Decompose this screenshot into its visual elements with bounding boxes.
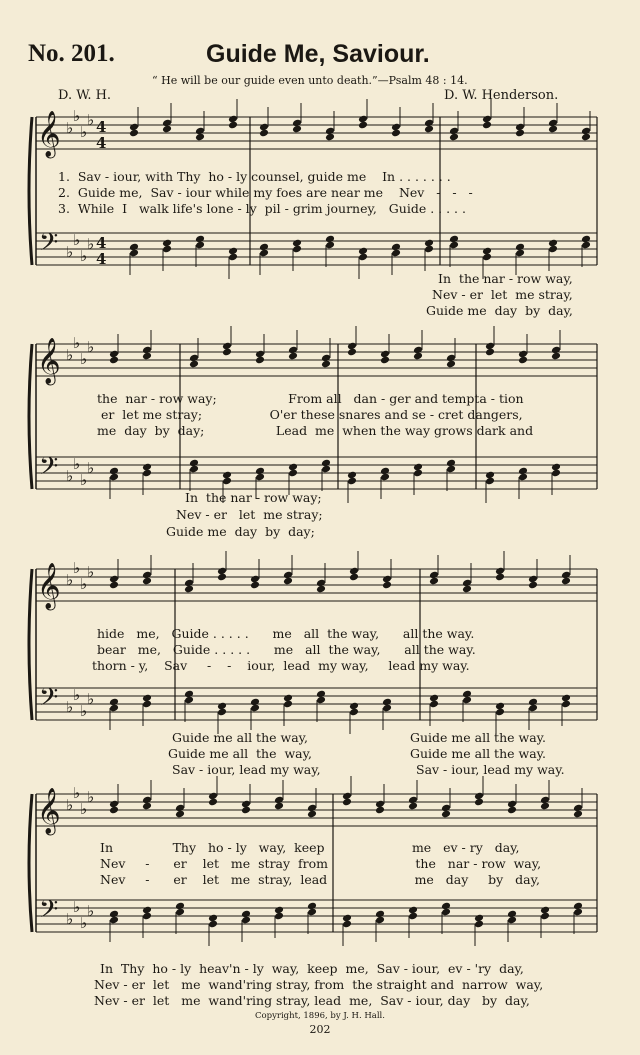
flat-sign: ♭ bbox=[66, 346, 74, 364]
flat-sign: ♭ bbox=[73, 686, 81, 704]
note-head bbox=[528, 698, 538, 707]
verse-2-line-system-1: 2. Guide me, Sav - iour while my foes are near me Nev - - - bbox=[58, 185, 473, 200]
time-signature-top: 4 bbox=[96, 234, 107, 252]
bass-clef: 𝄢 bbox=[39, 228, 59, 263]
flat-sign: ♭ bbox=[66, 119, 74, 137]
bass-lyric-left-3-system-3: Sav - iour, lead my way, bbox=[172, 762, 321, 777]
note-head bbox=[462, 690, 472, 699]
note-head bbox=[482, 247, 492, 256]
note-head bbox=[382, 698, 392, 707]
flat-sign: ♭ bbox=[87, 235, 95, 253]
flat-sign: ♭ bbox=[66, 571, 74, 589]
bass-lyric-left-2-system-3: Guide me all the way, bbox=[168, 746, 312, 761]
treble-clef: 𝄞 bbox=[37, 111, 61, 157]
bass-lyric-1-system-4: In Thy ho - ly heav'n - ly way, keep me, Sav - iour, ev - 'ry day, bbox=[100, 961, 524, 976]
system-brace bbox=[29, 344, 32, 489]
note-head bbox=[441, 902, 451, 911]
note-head bbox=[325, 235, 335, 244]
flat-sign: ♭ bbox=[80, 247, 88, 265]
note-head bbox=[255, 467, 265, 476]
flat-sign: ♭ bbox=[87, 563, 95, 581]
note-head bbox=[274, 906, 284, 915]
note-head bbox=[175, 902, 185, 911]
note-head bbox=[321, 459, 331, 468]
bass-lyric-2-system-1: Nev - er let me stray, bbox=[432, 287, 573, 302]
flat-sign: ♭ bbox=[66, 243, 74, 261]
bass-clef: 𝄢 bbox=[39, 452, 59, 487]
flat-sign: ♭ bbox=[87, 902, 95, 920]
system-brace bbox=[29, 117, 32, 265]
flat-sign: ♭ bbox=[73, 334, 81, 352]
note-head bbox=[109, 467, 119, 476]
flat-sign: ♭ bbox=[73, 107, 81, 125]
flat-sign: ♭ bbox=[80, 914, 88, 932]
bass-lyric-1-system-1: In the nar - row way, bbox=[438, 271, 573, 286]
note-head bbox=[548, 239, 558, 248]
flat-sign: ♭ bbox=[80, 702, 88, 720]
system-brace bbox=[29, 794, 32, 932]
treble-clef: 𝄞 bbox=[37, 338, 61, 384]
page-number: 202 bbox=[309, 1023, 331, 1036]
note-head bbox=[109, 698, 119, 707]
hymn-number: No. 201. bbox=[28, 40, 115, 67]
note-head bbox=[474, 914, 484, 923]
note-head bbox=[391, 243, 401, 252]
note-head bbox=[518, 467, 528, 476]
note-head bbox=[162, 239, 172, 248]
verse-1-line-system-4: In Thy ho - ly way, keep me ev - ry day, bbox=[100, 840, 520, 855]
flat-sign: ♭ bbox=[73, 455, 81, 473]
flat-sign: ♭ bbox=[80, 575, 88, 593]
flat-sign: ♭ bbox=[73, 559, 81, 577]
note-head bbox=[507, 910, 517, 919]
flat-sign: ♭ bbox=[66, 910, 74, 928]
treble-clef: 𝄞 bbox=[37, 788, 61, 834]
verse-1-line-system-2: the nar - row way; From all dan - ger and tempta - tion bbox=[97, 391, 524, 406]
note-head bbox=[429, 694, 439, 703]
note-head bbox=[307, 902, 317, 911]
music-composer: D. W. Henderson. bbox=[444, 88, 559, 103]
time-signature-top: 4 bbox=[96, 118, 107, 136]
flat-sign: ♭ bbox=[87, 788, 95, 806]
note-head bbox=[561, 694, 571, 703]
note-head bbox=[189, 459, 199, 468]
verse-3-line-system-4: Nev - er let me stray, lead me day by day, bbox=[100, 872, 540, 887]
verse-2-line-system-4: Nev - er let me stray from the nar - row way, bbox=[100, 856, 542, 871]
words-author: D. W. H. bbox=[58, 88, 112, 103]
bass-lyric-3-system-4: Nev - er let me wand'ring stray, lead me, Sav - iour, day by day, bbox=[94, 993, 530, 1008]
note-head bbox=[375, 910, 385, 919]
bass-lyric-right-3-system-3: Sav - iour, lead my way. bbox=[416, 762, 565, 777]
note-head bbox=[288, 463, 298, 472]
verse-3-line-system-1: 3. While I walk life's lone - ly pil - grim journey, Guide . . . . . bbox=[58, 201, 466, 216]
bass-lyric-2-system-4: Nev - er let me wand'ring stray, from the straight and narrow way, bbox=[94, 977, 544, 992]
bass-lyric-right-1-system-3: Guide me all the way. bbox=[410, 730, 547, 745]
note-head bbox=[485, 471, 495, 480]
note-head bbox=[208, 914, 218, 923]
hymn-title: Guide Me, Saviour. bbox=[206, 40, 430, 68]
copyright-notice: Copyright, 1896, by J. H. Hall. bbox=[255, 1011, 385, 1021]
time-signature-bottom: 4 bbox=[96, 250, 107, 268]
flat-sign: ♭ bbox=[80, 471, 88, 489]
flat-sign: ♭ bbox=[87, 459, 95, 477]
note-head bbox=[316, 690, 326, 699]
note-head bbox=[540, 906, 550, 915]
verse-3-line-system-2: me day by day; Lead me when the way grows dark and bbox=[97, 423, 534, 438]
bass-clef: 𝄢 bbox=[39, 895, 59, 930]
note-head bbox=[142, 906, 152, 915]
bass-clef: 𝄢 bbox=[39, 683, 59, 718]
note-head bbox=[495, 702, 505, 711]
note-head bbox=[413, 463, 423, 472]
flat-sign: ♭ bbox=[80, 800, 88, 818]
note-head bbox=[250, 698, 260, 707]
note-head bbox=[347, 471, 357, 480]
note-head bbox=[424, 239, 434, 248]
note-head bbox=[408, 906, 418, 915]
flat-sign: ♭ bbox=[87, 690, 95, 708]
note-head bbox=[222, 471, 232, 480]
verse-1-line-system-1: 1. Sav - iour, with Thy ho - ly counsel, guide me In . . . . . . . bbox=[58, 169, 451, 184]
verse-3-line-system-3: thorn - y, Sav - - iour, lead my way, lead my way. bbox=[92, 658, 470, 673]
note-head bbox=[259, 243, 269, 252]
treble-clef: 𝄞 bbox=[37, 563, 61, 609]
note-head bbox=[342, 914, 352, 923]
bass-lyric-3-system-1: Guide me day by day, bbox=[426, 303, 573, 318]
scripture-epigraph: “ He will be our guide even unto death.”—Psalm 48 : 14. bbox=[152, 74, 468, 87]
note-head bbox=[142, 463, 152, 472]
flat-sign: ♭ bbox=[80, 350, 88, 368]
flat-sign: ♭ bbox=[73, 784, 81, 802]
note-head bbox=[217, 702, 227, 711]
note-head bbox=[195, 235, 205, 244]
verse-1-line-system-3: hide me, Guide . . . . . me all the way, all the way. bbox=[97, 626, 475, 641]
note-head bbox=[184, 690, 194, 699]
note-head bbox=[515, 243, 525, 252]
bass-lyric-right-2-system-3: Guide me all the way. bbox=[410, 746, 547, 761]
flat-sign: ♭ bbox=[66, 796, 74, 814]
flat-sign: ♭ bbox=[73, 231, 81, 249]
flat-sign: ♭ bbox=[73, 898, 81, 916]
bass-lyric-left-1-system-3: Guide me all the way, bbox=[172, 730, 309, 745]
note-head bbox=[228, 247, 238, 256]
note-head bbox=[551, 463, 561, 472]
note-head bbox=[241, 910, 251, 919]
flat-sign: ♭ bbox=[87, 111, 95, 129]
note-head bbox=[109, 910, 119, 919]
note-head bbox=[380, 467, 390, 476]
note-head bbox=[283, 694, 293, 703]
note-head bbox=[129, 243, 139, 252]
bass-lyric-2-system-2: Nev - er let me stray; bbox=[176, 507, 323, 522]
note-head bbox=[573, 902, 583, 911]
verse-2-line-system-2: er let me stray; O'er these snares and se - cret dangers, bbox=[97, 407, 523, 422]
verse-2-line-system-3: bear me, Guide . . . . . me all the way, all the way. bbox=[97, 642, 476, 657]
note-head bbox=[581, 235, 591, 244]
flat-sign: ♭ bbox=[80, 123, 88, 141]
flat-sign: ♭ bbox=[66, 698, 74, 716]
note-head bbox=[292, 239, 302, 248]
note-head bbox=[449, 235, 459, 244]
bass-lyric-3-system-2: Guide me day by day; bbox=[166, 524, 315, 539]
note-head bbox=[358, 247, 368, 256]
note-head bbox=[446, 459, 456, 468]
system-brace bbox=[29, 569, 32, 720]
time-signature-bottom: 4 bbox=[96, 134, 107, 152]
flat-sign: ♭ bbox=[87, 338, 95, 356]
flat-sign: ♭ bbox=[66, 467, 74, 485]
note-head bbox=[142, 694, 152, 703]
bass-lyric-1-system-2: In the nar - row way; bbox=[185, 490, 322, 505]
note-head bbox=[349, 702, 359, 711]
